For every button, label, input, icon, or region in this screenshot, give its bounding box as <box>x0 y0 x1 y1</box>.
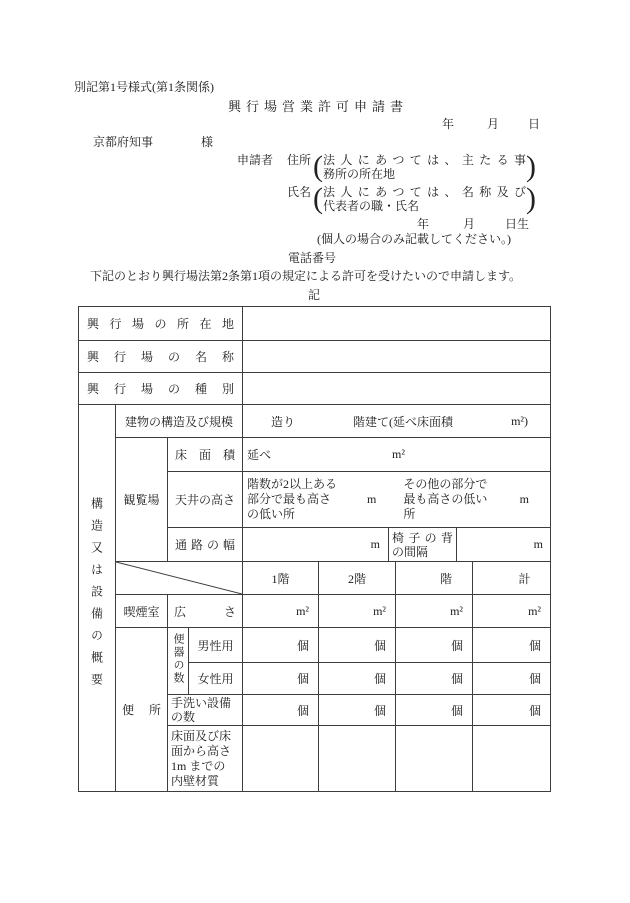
birth-year-label: 年 <box>417 217 430 231</box>
applicant-name-label: 氏名 <box>287 185 312 199</box>
handwash-count-floor1: 個 <box>243 695 319 726</box>
name-note-line1: 法人にあつては、名称及び <box>323 185 526 199</box>
building-structure-label: 建物の構造及び規模 <box>116 405 243 438</box>
floor-area-label: 床面積 <box>168 438 243 472</box>
open-brace: ( <box>313 182 323 215</box>
chair-back-spacing-label: 椅子の背 の間隔 <box>392 530 454 559</box>
table-row <box>79 438 551 472</box>
application-table <box>78 306 551 792</box>
female-count-floor2: 個 <box>319 663 396 695</box>
applicant-label: 申請者 <box>237 153 274 167</box>
chair-spacing-unit: m <box>533 537 544 551</box>
table-row <box>79 341 551 373</box>
male-label: 男性用 <box>189 628 243 663</box>
building-structure-value <box>243 405 551 438</box>
venue-name-label: 興行場の名称 <box>79 341 243 373</box>
floor-area-prefix: 延べ <box>247 448 272 462</box>
ceiling-height-label: 天井の高さ <box>168 472 243 528</box>
addressee-name: 京都府知事 <box>93 135 154 149</box>
wall-material-floor1 <box>243 726 319 792</box>
table-row <box>79 562 551 595</box>
wall-material-floor2 <box>319 726 396 792</box>
table-row <box>79 373 551 405</box>
venue-type-value <box>243 373 551 405</box>
table-row <box>79 595 551 628</box>
female-count-total: 個 <box>473 663 551 695</box>
name-note <box>313 182 536 215</box>
smoking-room-label: 喫煙室 <box>116 595 168 628</box>
smoking-area-floorn: m² <box>396 595 473 628</box>
handwash-count-total: 個 <box>473 695 551 726</box>
wall-material-label-cell <box>168 726 243 792</box>
floor-area-value <box>243 438 551 472</box>
ceiling-other-note: その他の部分で最も高さの低い所 <box>403 477 488 521</box>
list-marker: 記 <box>307 288 320 302</box>
venue-name-value <box>243 341 551 373</box>
venue-type-label: 興行場の種別 <box>79 373 243 405</box>
aisle-unit: m <box>370 537 381 551</box>
applicant-address-label: 住所 <box>287 153 312 167</box>
phone-label: 電話番号 <box>288 251 337 265</box>
header-total: 計 <box>473 562 551 595</box>
declaration-text: 下記のとおり興行場法第2条第1項の規定による許可を受けたいので申請します。 <box>90 269 522 283</box>
open-brace: ( <box>313 150 323 183</box>
form-number: 別記第1号様式(第1条関係) <box>74 80 214 94</box>
fixture-count-label: 便器の数 <box>172 633 184 685</box>
header-floor-1: 1階 <box>243 562 319 595</box>
name-note-text <box>323 185 526 213</box>
venue-location-value <box>243 307 551 341</box>
female-count-floorn: 個 <box>396 663 473 695</box>
table-row <box>79 307 551 341</box>
handwash-label-cell <box>168 695 243 726</box>
wall-material-floorn <box>396 726 473 792</box>
wall-material-label: 床面及び床面から高さ1m までの内壁材質 <box>171 728 232 788</box>
male-count-floor2: 個 <box>319 628 396 663</box>
ceiling-unit-2: m <box>519 492 530 506</box>
address-note-line1: 法人にあつては、主たる事 <box>323 153 526 167</box>
structure-suffix: 造り <box>271 414 296 429</box>
address-note-text <box>323 153 526 181</box>
floor-area-unit: m² <box>392 447 405 461</box>
date-year-label: 年 <box>442 117 455 131</box>
wall-material-total <box>473 726 551 792</box>
fixture-count-label-cell <box>168 628 189 695</box>
header-floor-2: 2階 <box>319 562 396 595</box>
smoking-area-floor2: m² <box>319 595 396 628</box>
birth-month-label: 月 <box>463 217 476 231</box>
aisle-width-value <box>243 528 551 562</box>
smoking-area-floor1: m² <box>243 595 319 628</box>
handwash-label: 手洗い設備の数 <box>171 696 232 724</box>
table-row <box>79 405 551 438</box>
close-brace: ) <box>526 182 536 215</box>
section-label-cell <box>79 405 116 792</box>
table-row <box>79 628 551 663</box>
male-count-floor1: 個 <box>243 628 319 663</box>
address-note-line2: 務所の所在地 <box>323 167 396 181</box>
individual-note: (個人の場合のみ記載してください。) <box>317 232 511 246</box>
auditorium-label: 観覧場 <box>116 438 168 562</box>
diagonal-header-cell <box>116 562 243 595</box>
name-note-line2: 代表者の職・氏名 <box>323 199 420 213</box>
address-note <box>313 150 536 183</box>
male-count-total: 個 <box>473 628 551 663</box>
addressee-honorific: 様 <box>201 135 214 149</box>
male-count-floorn: 個 <box>396 628 473 663</box>
ceiling-multifloor-note: 階数が2以上ある部分で最も高さの低い所 <box>247 477 338 521</box>
handwash-count-floorn: 個 <box>396 695 473 726</box>
date-day-label: 日 <box>528 117 541 131</box>
smoking-size-label: 広さ <box>168 595 243 628</box>
female-label: 女性用 <box>189 663 243 695</box>
section-label: 構造又は設備の概要 <box>89 497 104 695</box>
aisle-width-label: 通路の幅 <box>168 528 243 562</box>
ceiling-height-value <box>243 472 551 528</box>
handwash-count-floor2: 個 <box>319 695 396 726</box>
toilet-group-label: 便所 <box>116 628 168 792</box>
ceiling-unit-1: m <box>367 492 377 506</box>
close-brace: ) <box>526 150 536 183</box>
date-month-label: 月 <box>487 117 500 131</box>
floors-text: 階建て(延べ床面積 <box>353 414 454 429</box>
venue-location-label: 興行場の所在地 <box>79 307 243 341</box>
page-title: 興行場営業許可申請書 <box>228 99 409 114</box>
birth-day-label: 日生 <box>505 217 530 231</box>
smoking-area-total: m² <box>473 595 551 628</box>
diagonal-line <box>116 562 242 594</box>
area-unit-close: m²) <box>511 413 528 428</box>
header-floor-n: 階 <box>396 562 473 595</box>
female-count-floor1: 個 <box>243 663 319 695</box>
